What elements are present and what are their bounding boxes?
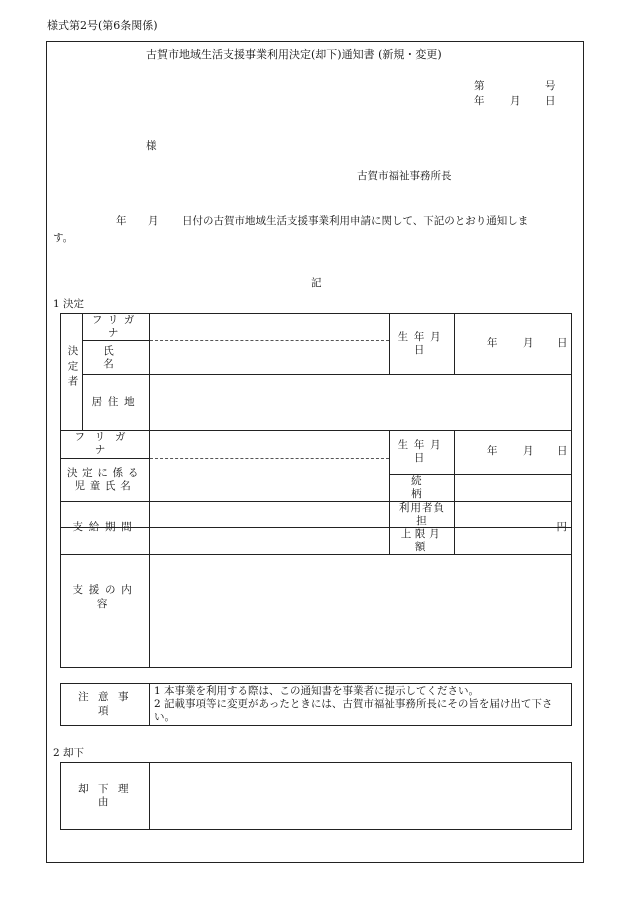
child-birth-year-label: 年	[487, 445, 498, 458]
notes-label: 注意事項	[61, 684, 150, 726]
birth-month-label: 月	[523, 337, 534, 350]
ki-heading: 記	[311, 277, 322, 289]
section-2-title: 2 却下	[53, 747, 85, 759]
relation-field[interactable]	[455, 474, 572, 501]
birthdate-field[interactable]	[455, 314, 572, 375]
decider-label: 決定者	[61, 314, 83, 431]
birth-day-label: 日	[557, 337, 568, 350]
intro-text: 日付の古賀市地域生活支援事業利用申請に関して、下記のとおり通知しま	[182, 215, 529, 227]
document-title: 古賀市地域生活支援事業利用決定(却下)通知書 (新規・変更)	[146, 48, 442, 61]
child-furigana-field[interactable]	[150, 431, 390, 458]
issue-date-year: 年	[474, 95, 485, 107]
address-label: 居住地	[83, 375, 150, 431]
child-name-label: 決定に係る 児童氏名	[61, 458, 150, 501]
notes-table	[60, 683, 572, 726]
rejection-table	[60, 762, 572, 830]
intro-month: 月	[148, 215, 159, 227]
period-label: 支給期間	[61, 501, 150, 555]
rejection-reason-field[interactable]	[150, 763, 572, 830]
note-item-2: 2 記載事項等に変更があったときには、古賀市福祉事務所長にその旨を届け出て下さい。	[154, 697, 553, 724]
notes-content	[150, 684, 572, 726]
issue-date-month: 月	[510, 95, 521, 107]
name-label: 氏 名	[83, 341, 150, 375]
furigana-field[interactable]	[150, 314, 390, 341]
support-table	[60, 527, 572, 668]
issue-date-day: 日	[545, 95, 556, 107]
child-birth-day-label: 日	[557, 445, 568, 458]
relation-label: 続 柄	[390, 474, 455, 501]
child-birth-month-label: 月	[523, 445, 534, 458]
section-1-title: 1 決定	[53, 298, 85, 310]
intro-year: 年	[116, 215, 127, 227]
rejection-reason-label: 却下理由	[61, 763, 150, 830]
birthdate-label: 生年月日	[390, 314, 455, 375]
furigana-label: フリガナ	[83, 314, 150, 341]
sender-name: 古賀市福祉事務所長	[357, 170, 452, 182]
burden-label: 利用者負担 上限月額	[390, 501, 455, 555]
doc-number-dai: 第	[474, 80, 485, 92]
addressee-suffix: 様	[146, 140, 157, 152]
birth-year-label: 年	[487, 337, 498, 350]
child-birthdate-label: 生年月日	[390, 431, 455, 474]
doc-number-go: 号	[545, 80, 556, 92]
child-furigana-label: フリガナ	[61, 431, 150, 458]
intro-text-cont: す。	[53, 232, 74, 244]
yen-unit: 円	[556, 521, 567, 534]
child-name-field[interactable]	[150, 458, 390, 501]
form-number: 様式第2号(第6条関係)	[47, 19, 158, 32]
name-field[interactable]	[150, 341, 390, 375]
child-birthdate-field[interactable]	[455, 431, 572, 474]
support-field[interactable]	[150, 528, 572, 668]
note-item-1: 1 本事業を利用する際は、この通知書を事業者に提示してください。	[154, 684, 480, 697]
address-field[interactable]	[150, 375, 572, 431]
decision-table	[60, 313, 572, 555]
support-label: 支援の内容	[61, 528, 150, 668]
